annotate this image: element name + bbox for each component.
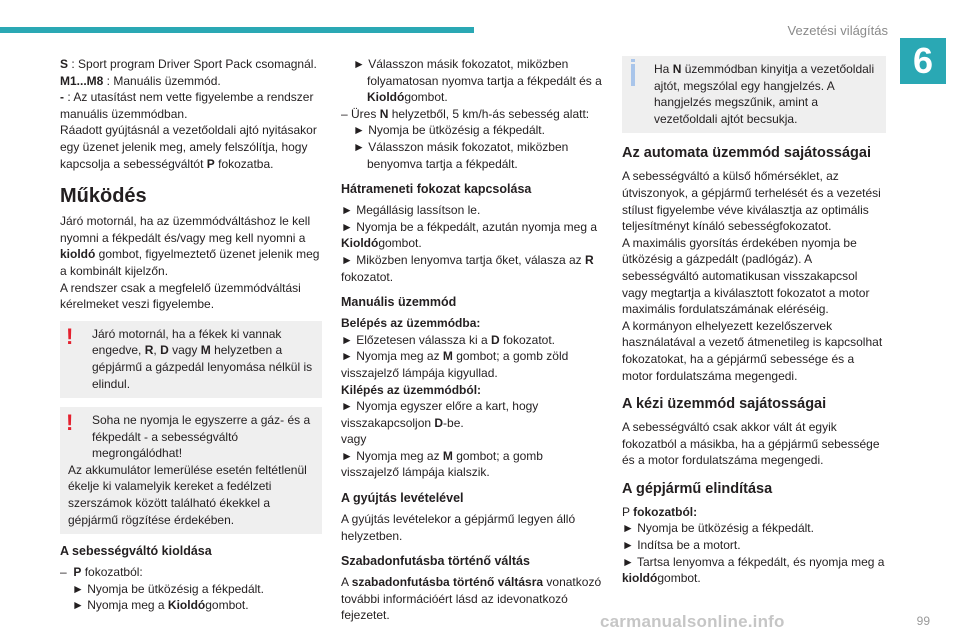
gyujtas-text: A gyújtás levételekor a gépjármű legyen álló helyzetben. <box>341 512 576 543</box>
heading-szabadonfutas: Szabadonfutásba történő váltás <box>341 554 530 569</box>
heading-mukodes: Működés <box>60 185 147 208</box>
automata-text-3: A kormányon elhelyezett kezelőszervek használatával a vezető átmenetileg is kapcsolhat fokozatokat, ha a gépjármű sebessége és a motor fordulatszáma megengedi. <box>622 318 883 383</box>
warning-exclamation-icon: ! <box>66 323 74 349</box>
automata-text-1: A sebességváltó a külső hőmérséklet, az útviszonyok, a gépjármű terhelését és a vezetési stílust figyelembe véve kiválasztja az optimális teljesítményt kínáló sebességfokozatot. <box>622 169 881 234</box>
kezi-text: A sebességváltó csak akkor vált át egyik fokozatból a másikba, ha a gépjármű sebessége és a motor fordulatszáma megengedi. <box>622 420 880 468</box>
heading-gyujtas: A gyújtás levételével <box>341 491 464 506</box>
column-2 <box>341 56 603 624</box>
kioldas-item-2: ► Nyomja be ütközésig a fékpedált. <box>72 581 264 596</box>
column-1 <box>60 56 322 614</box>
mukodes-text: Járó motornál, ha az üzemmódváltáshoz le kell nyomni a fékpedált és/vagy meg kell nyomni a kioldó gombot, figyelmeztető üzenet jelenik meg a kombinált kijelzőn. <box>60 214 320 278</box>
column-3 <box>622 56 886 587</box>
szabadonfutas-text: A szabadonfutásba történő váltásra vonatkozó további információért lásd az idevonatkozó fejezetet. <box>341 575 602 623</box>
warning-box-2 <box>60 407 322 534</box>
page-number: 99 <box>916 614 930 628</box>
heading-kioldasa: A sebességváltó kioldása <box>60 544 212 559</box>
start-step-1: ► Nyomja be ütközésig a fékpedált. <box>622 521 814 536</box>
header-accent-bar <box>0 27 474 33</box>
automata-text-2: A maximális gyorsítás érdekében nyomja be ütközésig a gázpedált (padlógáz). A sebességváltó automatikusan visszakapcsol vagy megtartja a kiválasztott fokozatot a motor maximális fordulatszámának eléréséig. <box>622 235 870 317</box>
heading-manualis: Manuális üzemmód <box>341 295 457 310</box>
warning-box-1 <box>60 321 322 398</box>
manual-step-4: ► Nyomja meg az M gombot; a gomb visszajelző lámpája kialszik. <box>341 448 543 480</box>
heading-elinditasa: A gépjármű elindítása <box>622 480 773 497</box>
warning-exclamation-icon: ! <box>66 410 74 436</box>
kioldas-item-3: ► Nyomja meg a Kioldógombot. <box>72 598 249 613</box>
manual-step-2: ► Nyomja meg az M gombot; a gomb zöld visszajelző lámpája kigyullad. <box>341 349 569 380</box>
mode-line-s: S : Sport program Driver Sport Pack csomagnál. <box>60 57 317 71</box>
watermark: carmanualsonline.info <box>600 612 785 631</box>
intro-tail: Ráadott gyújtásnál a vezetőoldali ajtó nyitásakor egy üzenet jelenik meg, amely felszólítja, hogy kapcsolja a sebességváltót P fokozatba. <box>60 123 317 171</box>
warning-text-1: Járó motornál, ha a fékek ki vannak engedve, R, D vagy M helyzetben a gépjármű a gázpedál lenyomása nélkül is elindul. <box>92 326 313 391</box>
warning-text-2a: Soha ne nyomja le egyszerre a gáz- és a fékpedált - a sebességváltó megrongálódhat! <box>92 413 311 461</box>
start-step-3: ► Tartsa lenyomva a fékpedált, és nyomja meg a kioldógombot. <box>622 554 885 586</box>
reverse-step-1: ► Megállásig lassítson le. <box>341 203 481 218</box>
start-label: P fokozatból: <box>622 504 698 519</box>
heading-kezi: A kézi üzemmód sajátosságai <box>622 396 827 413</box>
select-gear-item: ► Válasszon másik fokozatot, miközben folyamatosan nyomva tartja a fékpedált és a Kioldógombot. <box>353 57 602 105</box>
mukodes-text-2: A rendszer csak a megfelelő üzemmódváltási kérelmeket veszi figyelembe. <box>60 280 301 312</box>
kioldas-item-1: – P fokozatból: <box>60 565 143 580</box>
heading-hatramenet: Hátrameneti fokozat kapcsolása <box>341 182 532 197</box>
vagy-text: vagy <box>341 432 367 447</box>
mode-line-m: M1...M8 : Manuális üzemmód. <box>60 73 221 88</box>
heading-automata: Az automata üzemmód sajátosságai <box>622 145 871 162</box>
info-icon-dot <box>631 59 635 62</box>
kilepes-label: Kilépés az üzemmódból: <box>341 382 482 397</box>
reverse-step-3: ► Miközben lenyomva tartja őket, válasza az R fokozatot. <box>341 252 594 284</box>
info-text: Ha N üzemmódban kinyitja a vezetőoldali ajtót, megszólal egy hangjelzés. A hangjelzés megszűnik, amint a vezetőoldali ajtót becsukja. <box>654 62 875 126</box>
manual-step-3: ► Nyomja egyszer előre a kart, hogy visszakapcsoljon D-be. <box>341 399 539 430</box>
neutral-item: – Üres N helyzetből, 5 km/h-ás sebesség alatt: <box>341 106 590 121</box>
belepes-label: Belépés az üzemmódba: <box>341 316 481 331</box>
start-step-2: ► Indítsa be a motort. <box>622 538 741 553</box>
neutral-step-2: ► Válasszon másik fokozatot, miközben benyomva tartja a fékpedált. <box>353 139 569 171</box>
info-icon <box>631 64 635 86</box>
chapter-badge: 6 <box>900 38 946 84</box>
info-box <box>622 56 886 133</box>
manual-step-1: ► Előzetesen válassza ki a D fokozatot. <box>341 332 555 347</box>
reverse-step-2: ► Nyomja be a fékpedált, azután nyomja meg a Kioldógombot. <box>341 219 598 251</box>
neutral-step-1: ► Nyomja be ütközésig a fékpedált. <box>353 123 545 138</box>
mode-line-dash: - : Az utasítást nem vette figyelembe a rendszer manuális üzemmódban. <box>60 90 314 121</box>
page-header-title: Vezetési világítás <box>787 23 888 38</box>
warning-text-2b: Az akkumulátor lemerülése esetén feltétlenül ékelje ki valamelyik kereket a fedélzeti szerszámok között található ékekkel a gépjármű rögzítése érdekében. <box>68 462 307 527</box>
